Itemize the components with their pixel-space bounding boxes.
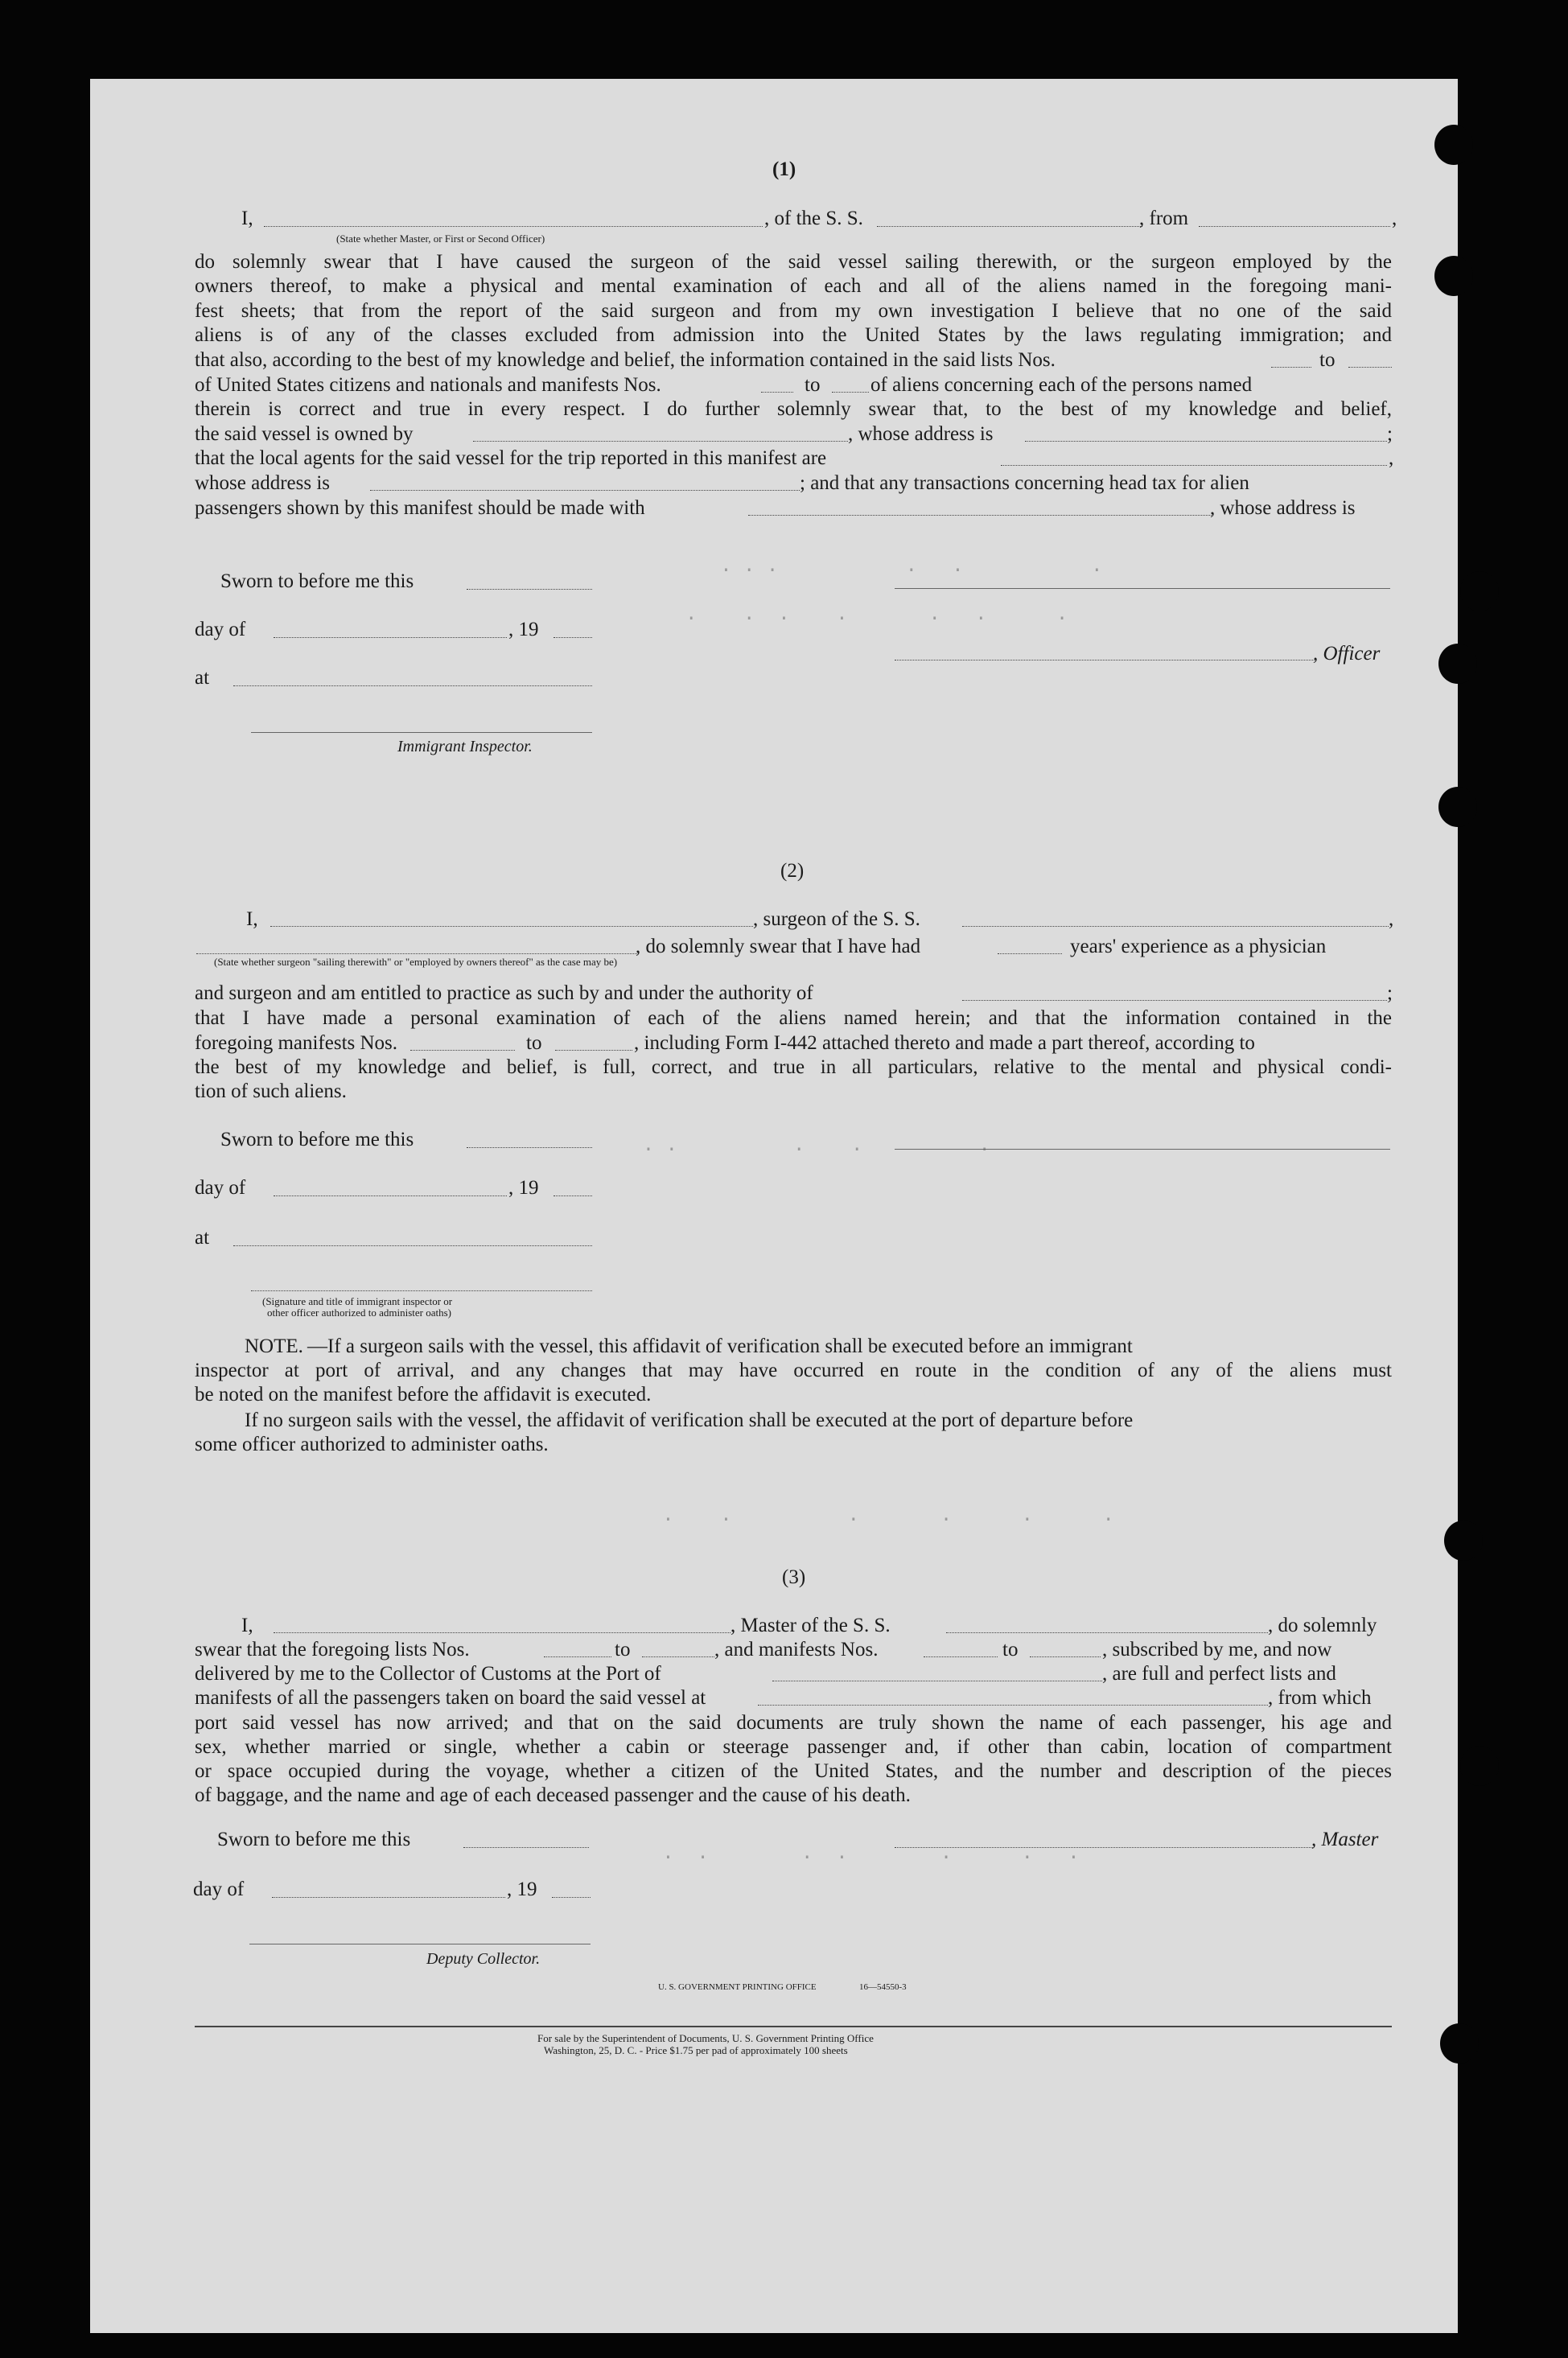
punch-hole [1460, 571, 1499, 611]
sworn-day-line [467, 1147, 592, 1148]
manifest-from-line [410, 1050, 515, 1051]
section-number: (2) [780, 860, 805, 882]
to-label: to [1319, 349, 1335, 371]
and-manifests-text: , and manifests Nos. [714, 1639, 879, 1660]
affiant-i: I, [246, 908, 258, 930]
embarkation-port-line [758, 1705, 1268, 1706]
month-line [274, 637, 507, 638]
sale-notice: For sale by the Superintendent of Documents, U. S. Government Printing Office [537, 2032, 874, 2044]
oath-paragraph-line: aliens is of any of the classes excluded from admission into the United States by the laws regulating immigration; and [195, 324, 1392, 346]
oath-paragraph-line: that also, according to the best of my knowledge and belief, the information contained in the said lists Nos. [195, 349, 1056, 371]
vessel-name-line [962, 926, 1389, 927]
solemnly-text: , do solemnly swear that I have had [636, 936, 921, 957]
owned-by-label: the said vessel is owned by [195, 423, 414, 445]
master-paragraph-line: or space occupied during the voyage, whether a citizen of the United States, and the number and description of the pieces [195, 1760, 1392, 1782]
subscribed-text: , subscribed by me, and now [1102, 1639, 1332, 1660]
master-paragraph-line: of baggage, and the name and age of each deceased passenger and the cause of his death. [195, 1784, 911, 1806]
whose-address-label: , whose address is [1210, 497, 1356, 519]
signature-note: other officer authorized to administer oaths) [267, 1307, 451, 1319]
signature-note: (Signature and title of immigrant inspector or [262, 1295, 453, 1307]
printing-office: U. S. GOVERNMENT PRINTING OFFICE [658, 1982, 817, 1992]
officer-rank-note: (State whether Master, or First or Second Officer) [336, 233, 545, 245]
punch-hole [1434, 256, 1473, 296]
sworn-label: Sworn to before me this [220, 1129, 414, 1150]
vessel-name-line [946, 1632, 1268, 1633]
master-of-label: , Master of the S. S. [730, 1615, 891, 1636]
whose-address-label: , whose address is [848, 423, 994, 445]
footer-rule [195, 2026, 1392, 2027]
swear-text: swear that the foregoing lists Nos. [195, 1639, 470, 1660]
sworn-label: Sworn to before me this [217, 1829, 411, 1850]
affiant-i: I, [241, 1615, 253, 1636]
to-label: to [526, 1032, 542, 1054]
day-of-label: day of [195, 1177, 246, 1199]
list-to-line [642, 1656, 714, 1657]
sale-notice: Washington, 25, D. C. - Price $1.75 per pad of approximately 100 sheets [544, 2044, 848, 2056]
year-line [554, 1195, 592, 1196]
owner-address-line [1025, 441, 1387, 442]
surgeon-of-label: , surgeon of the S. S. [753, 908, 920, 930]
to-label: to [615, 1639, 631, 1660]
oath-paragraph-line: owners thereof, to make a physical and mental examination of each and all of the aliens named in the foregoing mani- [195, 275, 1392, 297]
master-signature-line [895, 1847, 1313, 1848]
affiant-i: I, [241, 208, 253, 229]
year-prefix: , 19 [508, 619, 539, 640]
note-text: be noted on the manifest before the affidavit is executed. [195, 1384, 652, 1405]
full-perfect-text: , are full and perfect lists and [1102, 1663, 1336, 1685]
year-prefix: , 19 [507, 1879, 537, 1900]
master-label: , Master [1311, 1829, 1379, 1850]
bleed-through-text: . . . . . . . . . . . . . [685, 556, 1103, 626]
years-text: years' experience as a physician [1070, 936, 1327, 957]
note-text: If no surgeon sails with the vessel, the affidavit of verification shall be executed at the port of departure before [245, 1409, 1134, 1431]
surgeon-paragraph-line: tion of such aliens. [195, 1080, 347, 1102]
punch-hole [1444, 1521, 1483, 1561]
manifest-to-line [832, 392, 869, 393]
semicolon: ; [1387, 982, 1393, 1004]
passengers-text: passengers shown by this manifest should be made with [195, 497, 645, 519]
manifest-from-line [761, 392, 793, 393]
including-text: , including Form I-442 attached thereto and made a part thereof, according to [634, 1032, 1255, 1054]
authority-line [962, 1000, 1387, 1001]
at-place-line [233, 1245, 592, 1246]
agent-address-line [370, 490, 800, 491]
semicolon: ; [1387, 423, 1393, 445]
note-text: —If a surgeon sails with the vessel, this affidavit of verification shall be executed before an immigrant [307, 1335, 1133, 1357]
manifests-nos-label: foregoing manifests Nos. [195, 1032, 398, 1054]
day-of-label: day of [193, 1879, 245, 1900]
year-prefix: , 19 [508, 1177, 539, 1199]
at-label: at [195, 667, 210, 689]
authority-text: and surgeon and am entitled to practice as such by and under the authority of [195, 982, 813, 1004]
inspector-label: Immigrant Inspector. [397, 738, 533, 755]
head-tax-text: ; and that any transactions concerning head tax for alien [800, 472, 1249, 494]
bleed-through-text: . . . . . [642, 1135, 990, 1157]
oath-paragraph-line: of United States citizens and nationals and manifests Nos. [195, 374, 661, 396]
note-label: NOTE. [245, 1335, 303, 1357]
officer-signature-line [895, 588, 1390, 589]
aliens-concerning-text: of aliens concerning each of the persons named [870, 374, 1253, 396]
line-end-comma: , [1392, 208, 1397, 229]
vessel-name-line [877, 226, 1142, 227]
master-paragraph-line: port said vessel has now arrived; and that on the said documents are truly shown the name of each passenger, his age and [195, 1712, 1392, 1734]
do-solemnly-text: , do solemnly [1268, 1615, 1377, 1636]
surgeon-name-line [270, 926, 753, 927]
year-line [554, 637, 592, 638]
oath-paragraph-line: therein is correct and true in every respect. I do further solemnly swear that, to the best of my knowledge and belief, [195, 398, 1392, 420]
local-agents-line [1001, 465, 1387, 466]
surgeon-paragraph-line: the best of my knowledge and belief, is full, correct, and true in all particulars, relative to the mental and physical condi- [195, 1056, 1392, 1078]
to-label: to [805, 374, 821, 396]
from-label: , from [1139, 208, 1189, 229]
port-from-line [1199, 226, 1390, 227]
surgeon-status-note: (State whether surgeon "sailing therewith" or "employed by owners thereof" as the case may be) [214, 956, 618, 968]
punch-hole [1434, 125, 1473, 165]
comma: , [1389, 908, 1394, 930]
oath-paragraph-line: do solemnly swear that I have caused the surgeon of the said vessel sailing therewith, or the surgeon employed by the [195, 251, 1392, 273]
month-line [272, 1897, 505, 1898]
form-code: 16—54550-3 [859, 1982, 907, 1992]
list-from-line [1271, 367, 1311, 368]
punch-hole [1438, 787, 1477, 827]
surgeon-status-line [196, 953, 639, 954]
deputy-label: Deputy Collector. [426, 1950, 541, 1968]
comma: , [1389, 447, 1394, 469]
official-signature-line [251, 1290, 592, 1291]
at-label: at [195, 1227, 210, 1249]
head-tax-party-line [748, 515, 1212, 516]
month-line [274, 1195, 507, 1196]
officer-name-line [264, 226, 763, 227]
list-to-line [1348, 367, 1392, 368]
whose-address-label: whose address is [195, 472, 331, 494]
punch-hole [1440, 2023, 1479, 2064]
punch-hole [1460, 1746, 1499, 1786]
inspector-signature-line [251, 732, 592, 733]
to-label: to [1002, 1639, 1019, 1660]
at-place-line [233, 685, 592, 686]
bleed-through-text: . . . . . . . [662, 1843, 1080, 1865]
year-line [552, 1897, 591, 1898]
from-which-text: , from which [1268, 1687, 1372, 1709]
manifest-to-line [555, 1050, 632, 1051]
master-paragraph-line: sex, whether married or single, whether a cabin or steerage passenger and, if other than cabin, location of compartment [195, 1736, 1392, 1758]
sworn-day-line [463, 1847, 589, 1848]
surgeon-signature-line [895, 1149, 1390, 1150]
bleed-through-text: . . . . . . [662, 1505, 1114, 1527]
local-agents-label: that the local agents for the said vessel for the trip reported in this manifest are [195, 447, 827, 469]
sworn-day-line [467, 589, 592, 590]
officer-label: , Officer [1313, 643, 1381, 665]
manifest-to-line [1030, 1656, 1101, 1657]
of-ss-label: , of the S. S. [764, 208, 863, 229]
years-line [998, 953, 1062, 954]
day-of-label: day of [195, 619, 246, 640]
oath-paragraph-line: fest sheets; that from the report of the said surgeon and from my own investigation I believe that no one of the said [195, 300, 1392, 322]
punch-hole [1438, 644, 1477, 684]
delivered-text: delivered by me to the Collector of Customs at the Port of [195, 1663, 661, 1685]
master-name-line [274, 1632, 730, 1633]
surgeon-paragraph-line: that I have made a personal examination of each of the aliens named herein; and that the information contained in the [195, 1007, 1392, 1029]
section-number: (1) [772, 158, 796, 180]
list-from-line [544, 1656, 611, 1657]
note-text: some officer authorized to administer oaths. [195, 1434, 549, 1455]
note-text: inspector at port of arrival, and any changes that may have occurred en route in the condition of any of the aliens must [195, 1360, 1392, 1381]
owner-line [473, 441, 848, 442]
manifest-from-line [924, 1656, 998, 1657]
manifests-of-text: manifests of all the passengers taken on board the said vessel at [195, 1687, 706, 1709]
section-number: (3) [782, 1566, 806, 1588]
sworn-label: Sworn to before me this [220, 570, 414, 592]
